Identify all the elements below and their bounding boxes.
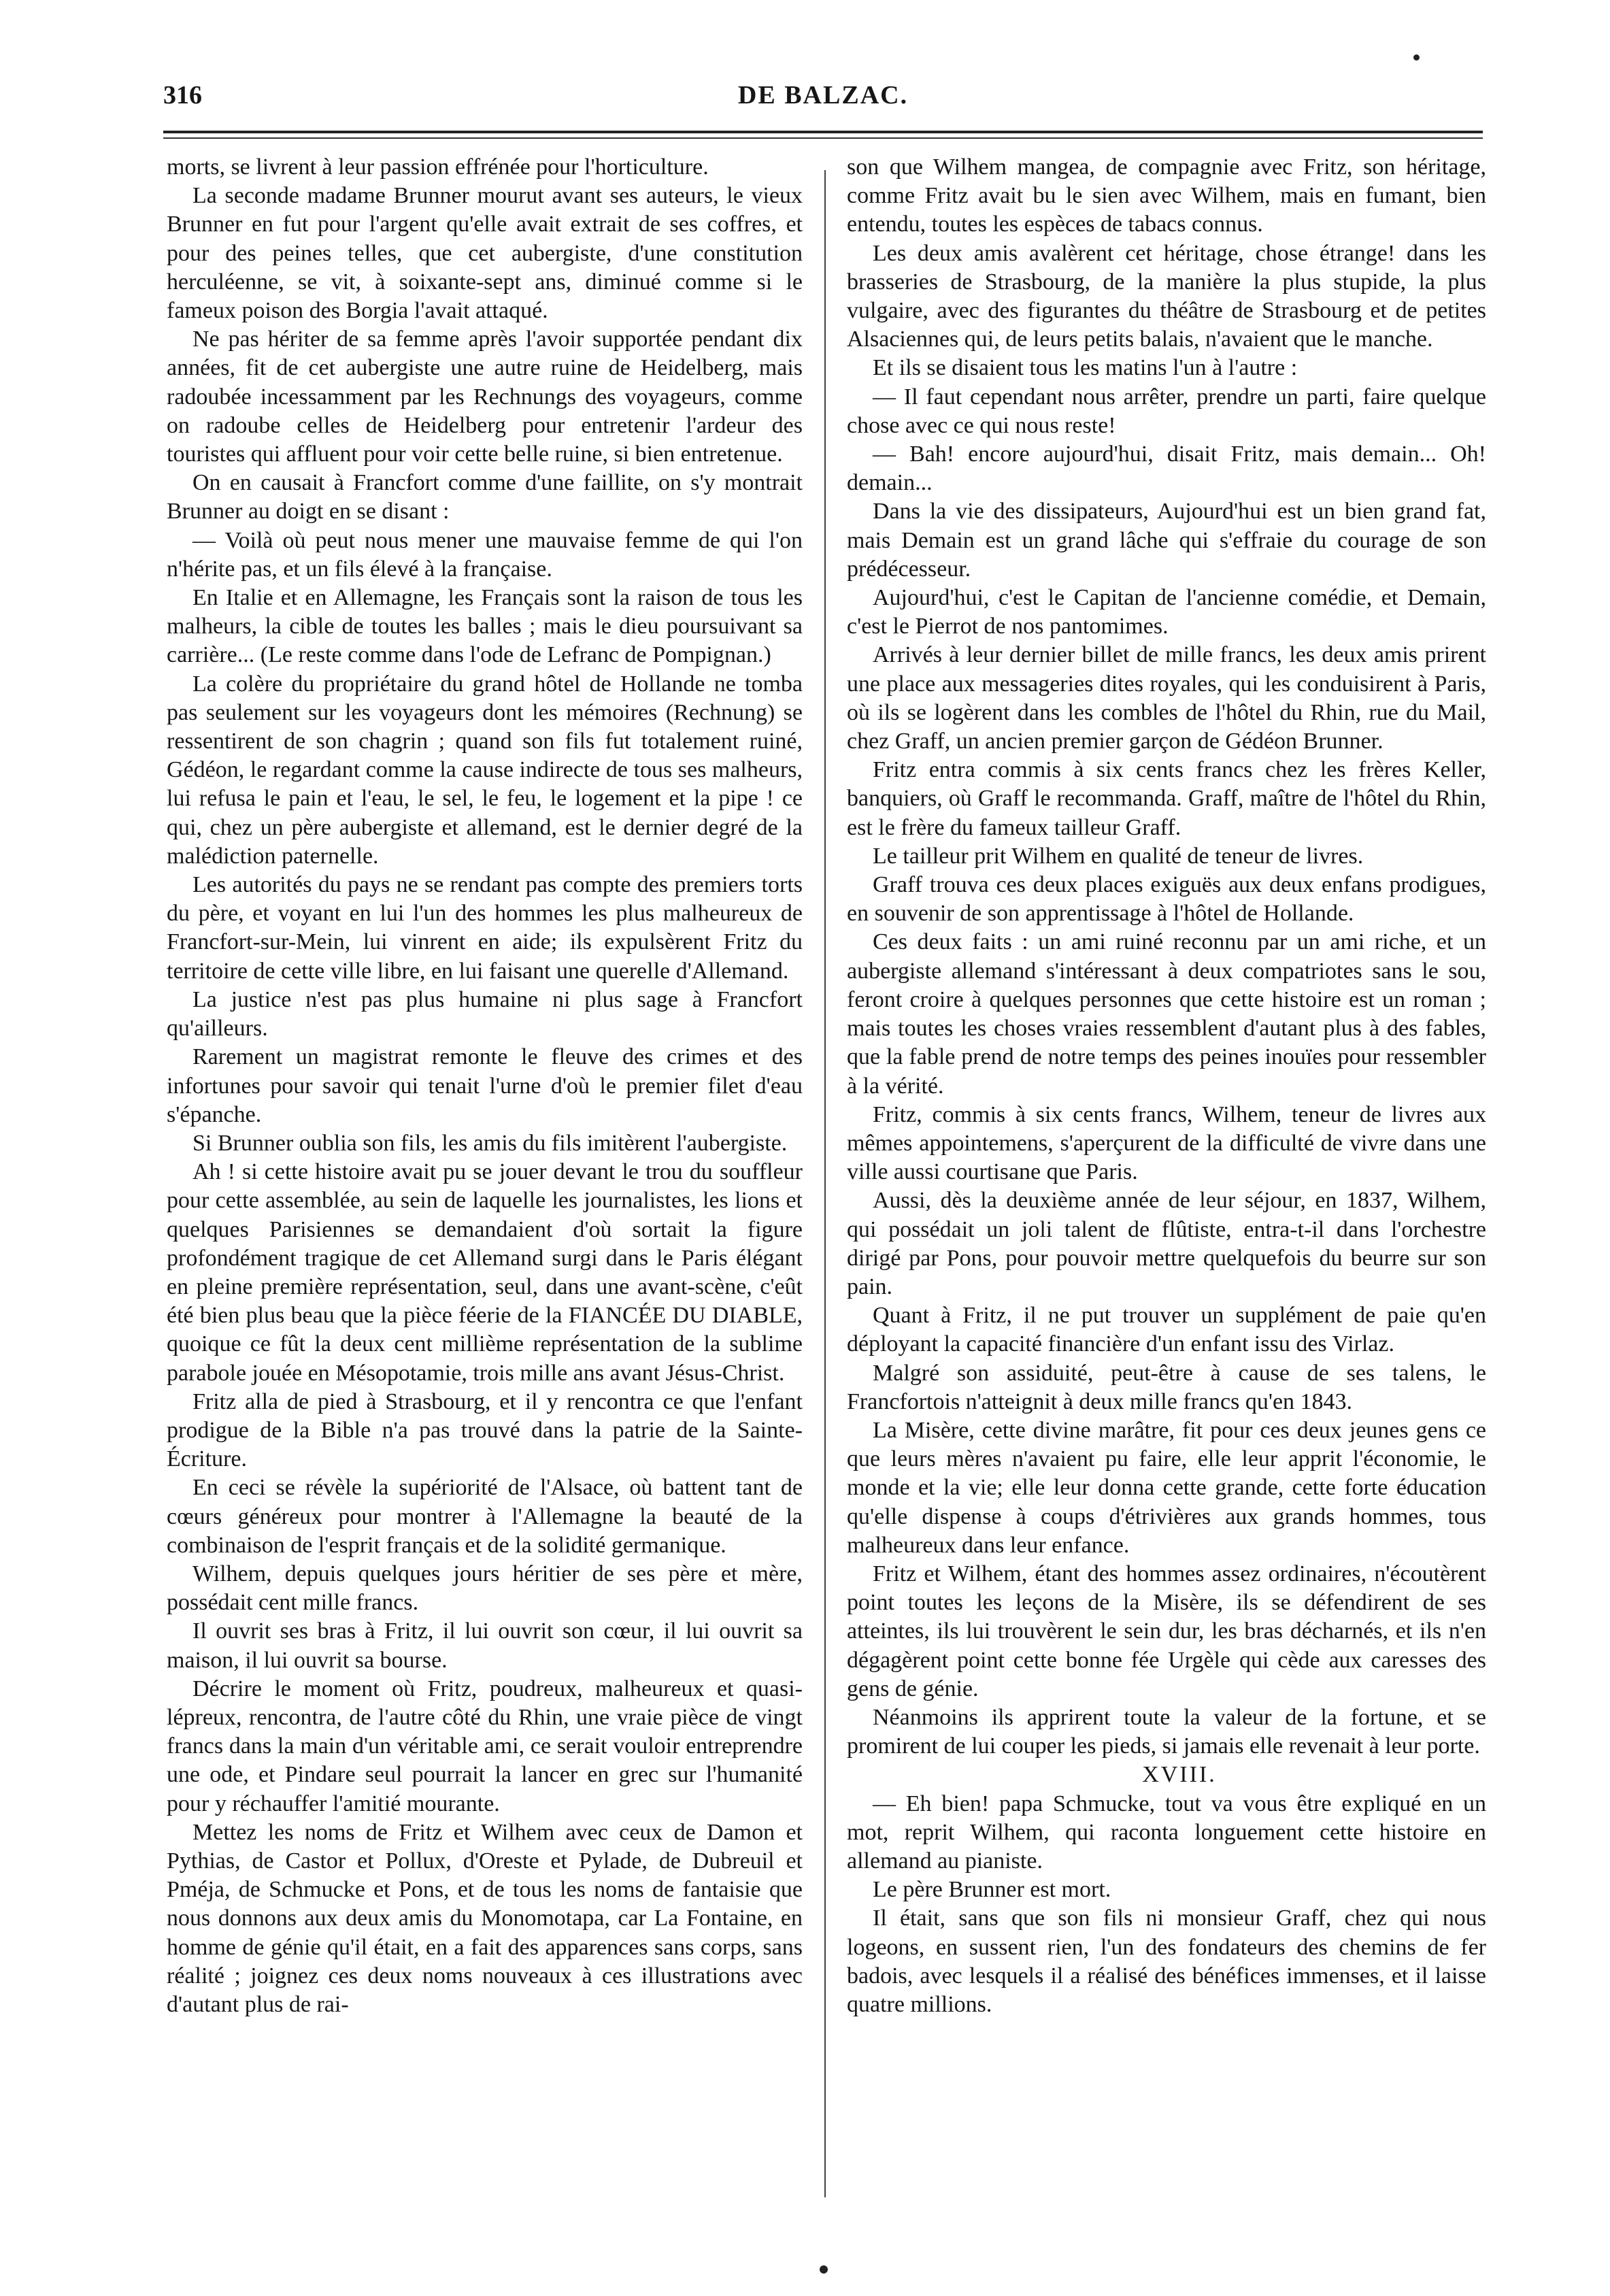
paragraph: Il était, sans que son fils ni monsieur Graff, chez qui nous logeons, en sussent rien, l'un des fondateurs des chemins de fer badois, avec lesquels il a réalisé des bénéfices immenses, et il laisse quatre millions. (847, 1906, 1486, 2017)
right-column-chapter-text (847, 1790, 1486, 2020)
paragraph: Fritz alla de pied à Strasbourg, et il y rencontra ce que l'enfant prodigue de la Bible n'a pas trouvé dans la patrie de la Sainte-Écriture. (167, 1388, 803, 1472)
paragraph: Fritz, commis à six cents francs, Wilhem, teneur de livres aux mêmes appointemens, s'aperçurent de la difficulté de vivre dans une ville aussi courtisane que Paris. (847, 1101, 1486, 1185)
right-column (847, 153, 1486, 2019)
footer-dot (820, 2265, 828, 2274)
paragraph: — Eh bien! papa Schmucke, tout va vous être expliqué en un mot, reprit Wilhem, qui raconta longuement cette histoire en allemand au pianiste. (847, 1791, 1486, 1874)
chapter-heading: XVIII. (1142, 1762, 1217, 1788)
paragraph: Mettez les noms de Fritz et Wilhem avec ceux de Damon et Pythias, de Castor et Pollux, d'Oreste et Pylade, de Dubreuil et Pméja, de Schmucke et Pons, et de tous les noms de fantaisie que nous donnons aux deux amis du Monomotapa, car La Fontaine, en homme de génie qu'il était, en a fait des apparences sans corps, sans réalité ; joignez ces deux noms nouveaux à ces illustrations avec d'autant plus de rai- (167, 1819, 803, 2017)
paragraph: Ces deux faits : un ami ruiné reconnu par un ami riche, et un aubergiste allemand s'intéressant à deux compatriotes sans le sou, feront croire à quelques personnes que cette histoire est un roman ; mais toutes les choses vraies ressemblent d'autant plus à des fables, que la fable prend de notre temps des peines inouïes pour ressembler à la vérité. (847, 929, 1486, 1099)
column-divider (824, 170, 826, 2197)
paragraph: son que Wilhem mangea, de compagnie avec Fritz, son héritage, comme Fritz avait bu le sien avec Wilhem, mais en fumant, bien entendu, toutes les espèces de tabacs connus. (847, 154, 1486, 237)
paragraph: Les deux amis avalèrent cet héritage, chose étrange! dans les brasseries de Strasbourg, de la manière la plus stupide, la plus vulgaire, avec des figurantes du théâtre de Strasbourg et de petites Alsaciennes qui, de leurs petits balais, n'avaient que le manche. (847, 240, 1486, 352)
paragraph: Fritz entra commis à six cents francs chez les frères Keller, banquiers, où Graff le recommanda. Graff, maître de l'hôtel du Rhin, est le frère du fameux tailleur Graff. (847, 757, 1486, 840)
paragraph: Ah ! si cette histoire avait pu se jouer devant le trou du souffleur pour cette assemblée, au sein de laquelle les journalistes, les lions et quelques Parisiennes se demandaient d'où sortait la figure profondément tragique de cet Allemand surgi dans le Paris élégant en pleine première représentation, seul, dans une avant-scène, c'eût été bien plus beau que la pièce féerie de la FIANCÉE DU DIABLE, quoique ce fût la deux cent millième représentation de la sublime parabole jouée en Mésopotamie, trois mille ans avant Jésus-Christ. (167, 1159, 803, 1386)
running-title: DE BALZAC. (737, 81, 909, 110)
paragraph: Néanmoins ils apprirent toute la valeur de la fortune, et se promirent de lui couper les pieds, si jamais elle revenait à leur porte. (847, 1704, 1486, 1759)
paragraph: morts, se livrent à leur passion effrénée pour l'horticulture. (167, 154, 709, 180)
paragraph: En ceci se révèle la supériorité de l'Alsace, où battent tant de cœurs généreux pour montrer à l'Allemagne la beauté de la combinaison de l'esprit français et de la solidité germanique. (167, 1475, 803, 1558)
paragraph: Décrire le moment où Fritz, poudreux, malheureux et quasi-lépreux, rencontra, de l'autre côté du Rhin, une vraie pièce de vingt francs dans la main d'un véritable ami, ce serait vouloir entreprendre une ode, et Pindare seul pourrait la lancer en grec sur l'humanité pour y réchauffer l'amitié mourante. (167, 1676, 803, 1816)
paragraph: Aujourd'hui, c'est le Capitan de l'ancienne comédie, et Demain, c'est le Pierrot de nos pantomimes. (847, 585, 1486, 639)
paragraph: On en causait à Francfort comme d'une faillite, on s'y montrait Brunner au doigt en se disant : (167, 470, 803, 525)
paragraph: La Misère, cette divine marâtre, fit pour ces deux jeunes gens ce que leurs mères n'avaient pu faire, elle leur apprit l'économie, le monde et la vie; elle leur donna cette grande, cette forte éducation qu'elle dispense à coups d'étrivières aux grands hommes, tous malheureux dans leur enfance. (847, 1417, 1486, 1558)
paragraph: Graff trouva ces deux places exiguës aux deux enfans prodigues, en souvenir de son apprentissage à l'hôtel de Hollande. (847, 872, 1486, 927)
paragraph: Et ils se disaient tous les matins l'un à l'autre : (873, 355, 1298, 381)
paragraph: Fritz et Wilhem, étant des hommes assez ordinaires, n'écoutèrent point toutes les leçons de la Misère, ils se défendirent de ses atteintes, ils lui trouvèrent le sein dur, les bras décharnés, et ils n'en dégagèrent point cette bonne fée Urgèle qui cède aux caresses des gens de génie. (847, 1561, 1486, 1701)
paragraph: Quant à Fritz, il ne put trouver un supplément de paie qu'en déployant la capacité financière d'un enfant issu des Virlaz. (847, 1303, 1486, 1357)
paragraph: Arrivés à leur dernier billet de mille francs, les deux amis prirent une place aux messageries dites royales, qui les conduisirent à Paris, où ils se logèrent dans les combles de l'hôtel du Rhin, rue du Mail, chez Graff, un ancien premier garçon de Gédéon Brunner. (847, 642, 1486, 754)
right-column-main-text (847, 153, 1486, 1761)
paragraph: En Italie et en Allemagne, les Français sont la raison de tous les malheurs, la cible de toutes les balles ; mais le dieu poursuivant sa carrière... (Le reste comme dans l'ode de Lefranc de Pompignan.) (167, 585, 803, 668)
paragraph: Dans la vie des dissipateurs, Aujourd'hui est un bien grand fat, mais Demain est un grand lâche qui s'effraie du courage de son prédécesseur. (847, 499, 1486, 582)
paragraph: Rarement un magistrat remonte le fleuve des crimes et des infortunes pour savoir qui tenait l'urne d'où le premier filet d'eau s'épanche. (167, 1044, 803, 1127)
left-column (167, 153, 803, 2019)
paragraph: Si Brunner oublia son fils, les amis du fils imitèrent l'aubergiste. (192, 1130, 788, 1156)
header-rule-thick (163, 131, 1483, 133)
paragraph: La justice n'est pas plus humaine ni plus sage à Francfort qu'ailleurs. (167, 986, 803, 1042)
paragraph: Le tailleur prit Wilhem en qualité de teneur de livres. (873, 843, 1364, 869)
paragraph: Ne pas hériter de sa femme après l'avoir supportée pendant dix années, fit de cet aubergiste une autre ruine de Heidelberg, mais radoubée incessamment par les Rechnungs des voyageurs, comme on radoube celles de Heidelberg pour entretenir l'ardeur des touristes qui affluent pour voir cette belle ruine, si bien entretenue. (167, 327, 803, 467)
paragraph: — Il faut cependant nous arrêter, prendre un parti, faire quelque chose avec ce qui nous reste! (847, 384, 1486, 438)
paragraph: Malgré son assiduité, peut-être à cause de ses talens, le Francfortois n'atteignit à deux mille francs qu'en 1843. (847, 1360, 1486, 1414)
paragraph: Il ouvrit ses bras à Fritz, il lui ouvrit son cœur, il lui ouvrit sa maison, il lui ouvrit sa bourse. (167, 1618, 803, 1673)
paragraph: Les autorités du pays ne se rendant pas compte des premiers torts du père, et voyant en lui l'un des hommes les plus malheureux de Francfort-sur-Mein, lui vinrent en aide; ils expulsèrent Fritz du territoire de cette ville libre, en lui faisant une querelle d'Allemand. (167, 872, 803, 984)
paragraph: La seconde madame Brunner mourut avant ses auteurs, le vieux Brunner en fut pour l'argent qu'elle avait extrait de ses coffres, et pour des peines telles, que cet aubergiste, d'une constitution herculéenne, se vit, à soixante-sept ans, diminué comme si le fameux poison des Borgia l'avait attaqué. (167, 183, 803, 324)
paragraph: Aussi, dès la deuxième année de leur séjour, en 1837, Wilhem, qui possédait un joli talent de flûtiste, entra-t-il dans l'orchestre dirigé par Pons, pour pouvoir mettre quelquefois du beurre sur son pain. (847, 1188, 1486, 1299)
paragraph: — Bah! encore aujourd'hui, disait Fritz, mais demain... Oh! demain... (847, 442, 1486, 496)
paragraph: — Voilà où peut nous mener une mauvaise femme de qui l'on n'hérite pas, et un fils élevé à la française. (167, 527, 803, 582)
paragraph: Wilhem, depuis quelques jours héritier de ses père et mère, possédait cent mille francs. (167, 1561, 803, 1616)
header-rule-thin (163, 137, 1483, 139)
print-speck (1413, 54, 1420, 61)
paragraph: La colère du propriétaire du grand hôtel de Hollande ne tomba pas seulement sur les voyageurs dont les mémoires (Rechnung) se ressentirent de son chagrin ; quand son fils fut totalement ruiné, Gédéon, le regardant comme la cause indirecte de tous ses malheurs, lui refusa le pain et l'eau, le sel, le feu, le logement et la pipe ! ce qui, chez un père aubergiste et allemand, est le dernier degré de la malédiction paternelle. (167, 671, 803, 869)
page-number: 316 (163, 81, 202, 110)
paragraph: Le père Brunner est mort. (873, 1877, 1111, 1903)
page-header (163, 80, 1483, 121)
